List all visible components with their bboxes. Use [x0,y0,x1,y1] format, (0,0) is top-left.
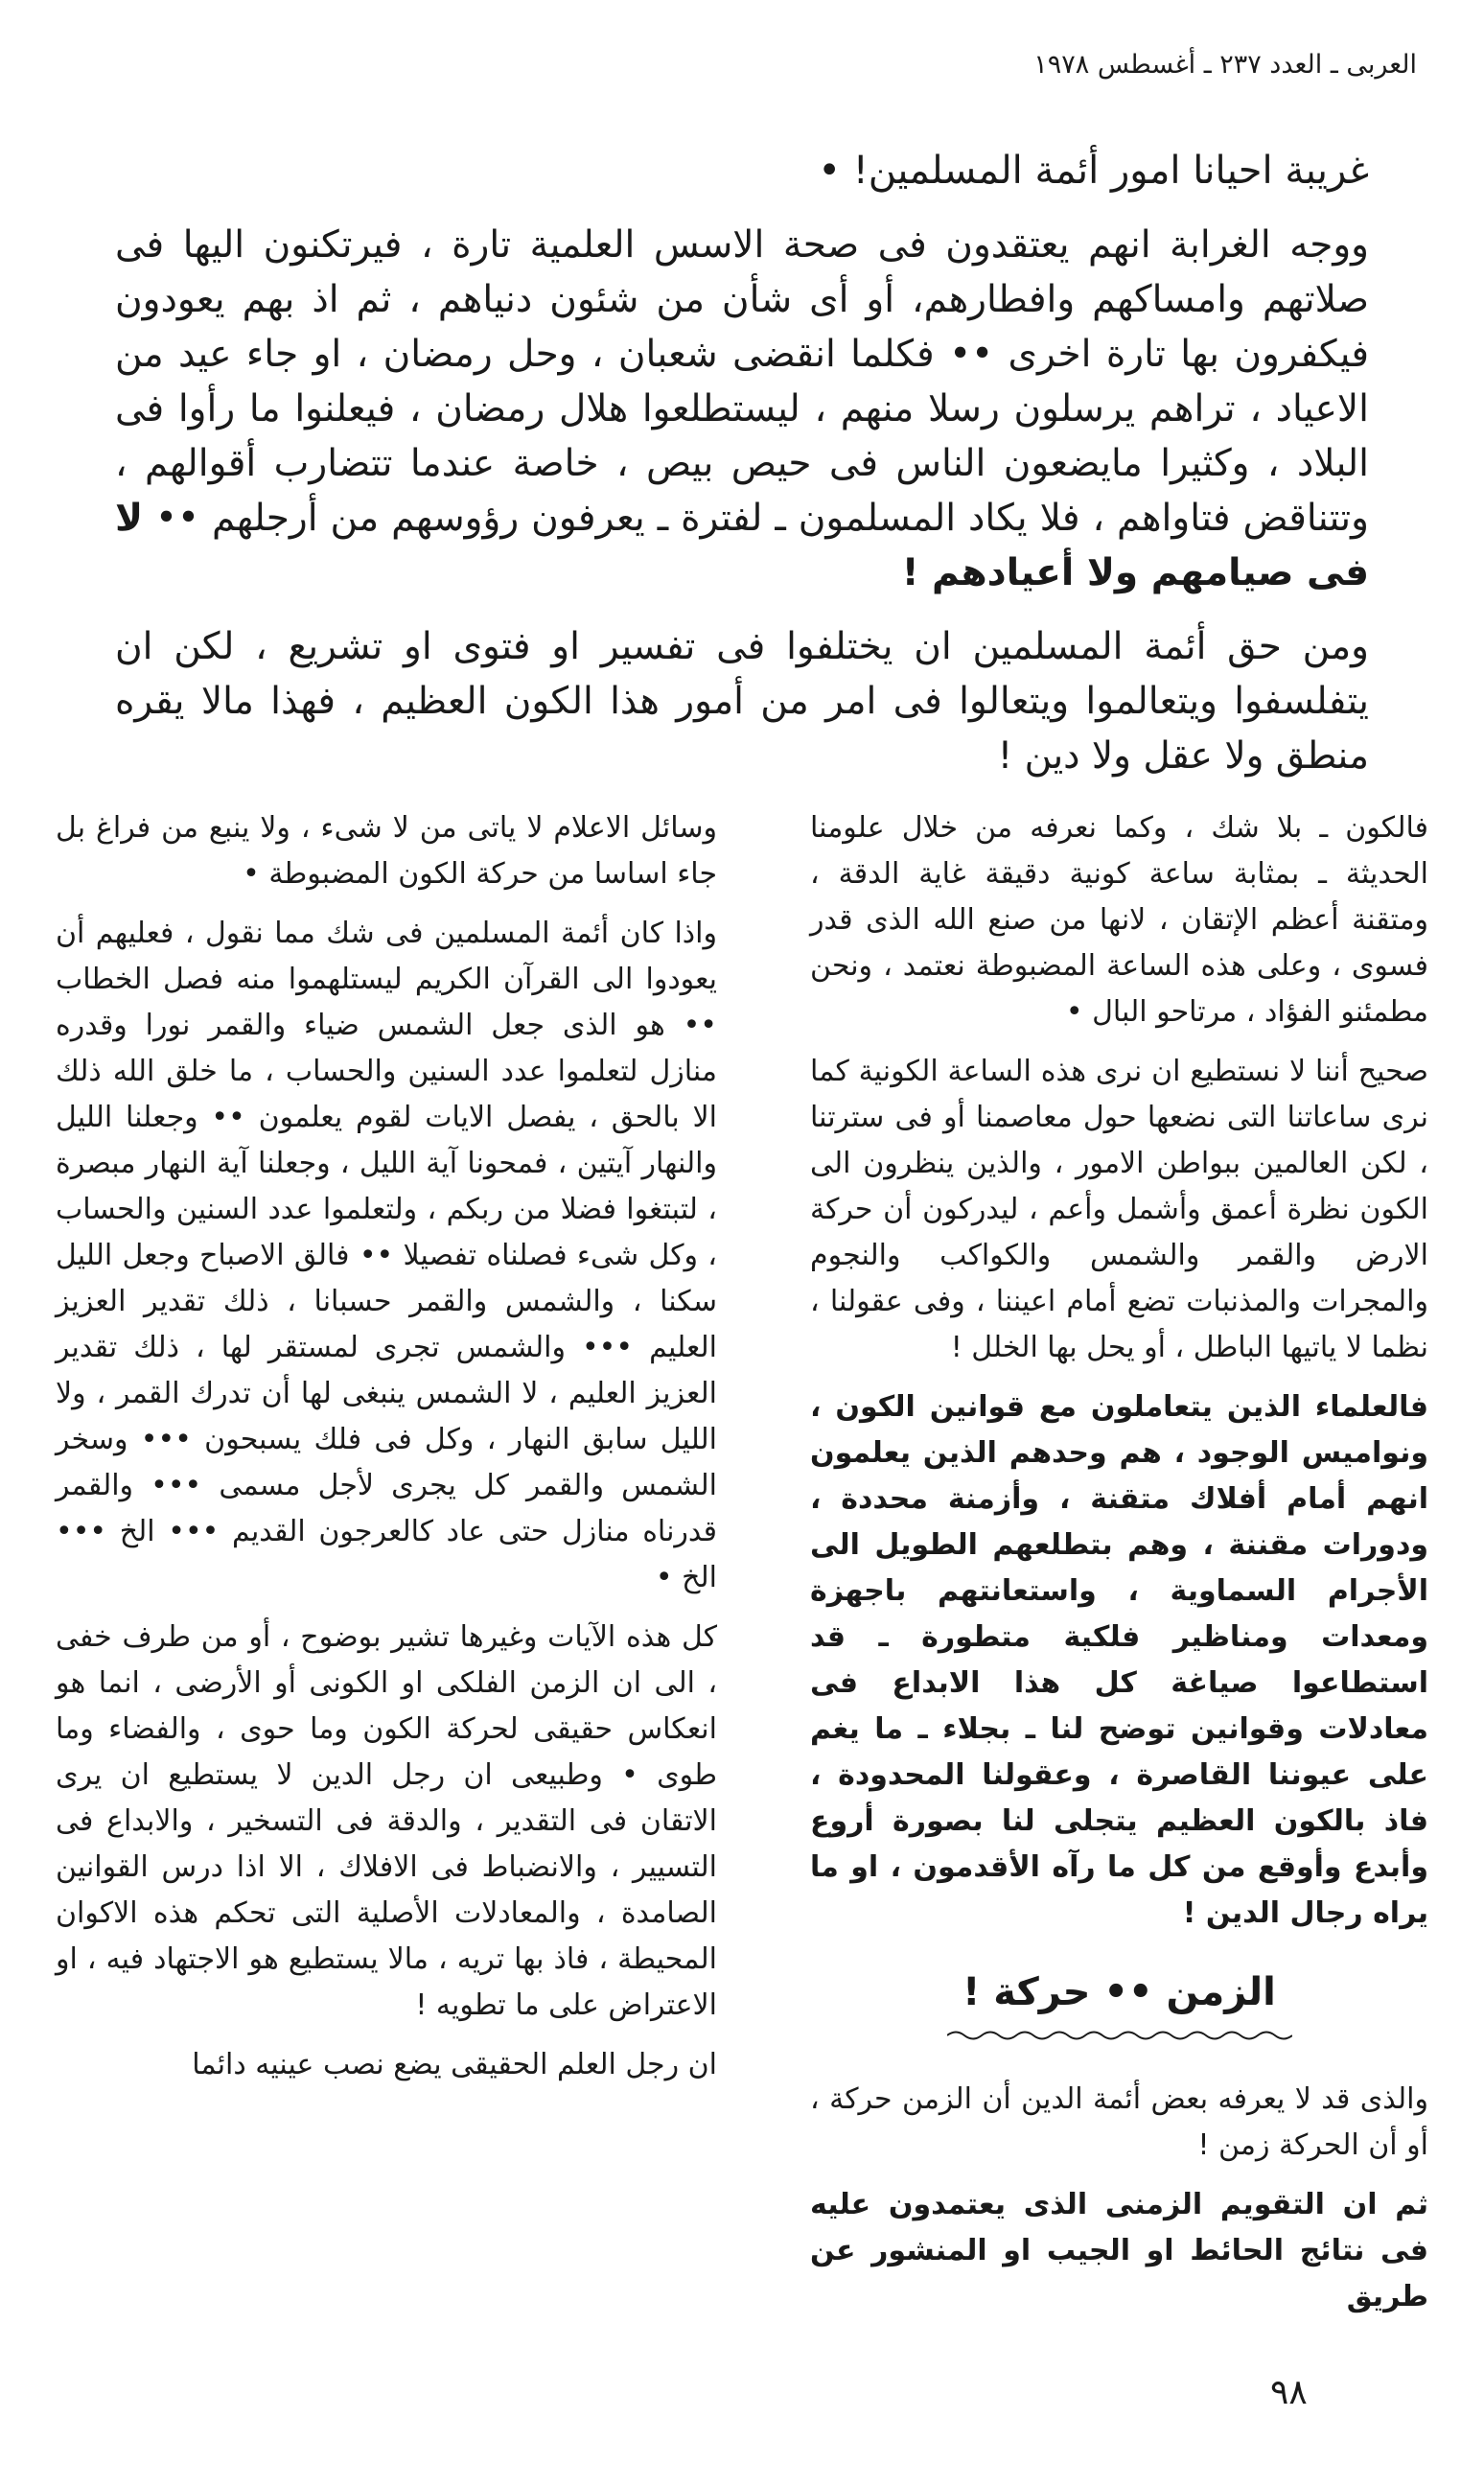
column-paragraph: وسائل الاعلام لا ياتى من لا شىء ، ولا ينبع من فراغ بل جاء اساسا من حركة الكون المضبوطة • [56,811,717,891]
article-title: غريبة احيانا امور أئمة المسلمين! • [818,149,1369,193]
column-paragraph: كل هذه الآيات وغيرها تشير بوضوح ، أو من طرف خفى ، الى ان الزمن الفلكى او الكونى أو الأرضى ، انما هو انعكاس حقيقى لحركة الكون وما حوى ، والفضاء وما طوى • وطبيعى ان رجل الدين لا يستطيع ان يرى الاتقان فى التقدير ، والدقة فى التسخير ، والابداع فى التسيير ، والانضباط فى الافلاك ، الا اذا درس القوانين الصامدة ، والمعادلات الأصلية التى تحكم هذه الاكوان المحيطة ، فاذ بها تريه ، مالا يستطيع هو الاجتهاد فيه ، او الاعتراض على ما تطويه ! [56,1620,717,2022]
lead-article [115,144,1369,802]
section-heading: الزمن •• حركة ! [962,1970,1276,2014]
column-paragraph: ثم ان التقويم الزمنى الذى يعتمدون عليه فى نتائج الحائط او الجيب او المنشور عن طريق [810,2188,1428,2313]
column-paragraph: ان رجل العلم الحقيقى يضع نصب عينيه دائما [192,2048,717,2081]
column-paragraph: صحيح أننا لا نستطيع ان نرى هذه الساعة الكونية كما نرى ساعاتنا التى نضعها حول معاصمنا أو فى سترتنا ، لكن العالمين ببواطن الامور ، والذين ينظرون الى الكون نظرة أعمق وأشمل وأعم ، ليدركون أن حركة الارض والقمر والشمس والكواكب والنجوم والمجرات والمذنبات تضع أمام اعيننا ، وفى عقولنا ، نظما لا ياتيها الباطل ، أو يحل بها الخلل ! [810,1055,1428,1364]
column-paragraph: فالعلماء الذين يتعاملون مع قوانين الكون ، ونواميس الوجود ، هم وحدهم الذين يعلمون انهم أمام أفلاك متقنة ، وأزمنة محددة ، ودورات مقننة ، وهم بتطلعهم الطويل الى الأجرام السماوية ، واستعانتهم باجهزة ومعدات ومناظير فلكية متطورة ـ قد استطاعوا صياغة كل هذا الابداع فى معادلات وقوانين توضح لنا ـ بجلاء ـ ما يغم على عيوننا القاصرة ، وعقولنا المحدودة ، فاذ بالكون العظيم يتجلى لنا بصورة أروع وأبدع وأوقع من كل ما رآه الأقدمون ، او ما يراه رجال الدين ! [810,1390,1428,1930]
article-paragraph [115,218,1369,600]
paragraph-text: ووجه الغرابة انهم يعتقدون فى صحة الاسس العلمية تارة ، فيرتكنون اليها فى صلاتهم وامساكهم وافطارهم، أو أى شأن من شئون دنياهم ، ثم اذ بهم يعودون فيكفرون بها تارة اخرى •• فكلما انقضى شعبان ، وحل رمضان ، او جاء عيد من الاعياد ، تراهم يرسلون رسلا منهم ، ليستطلعوا هلال رمضان ، فيعلنوا ما رأوا فى البلاد ، وكثيرا مايضعون الناس فى حيص بيص ، خاصة عندما تتضارب أقوالهم ، وتتناقض فتاواهم ، فلا يكاد المسلمون ـ لفترة ـ يعرفون رؤوسهم من أرجلهم •• [115,223,1369,540]
left-column [56,805,717,2102]
paragraph-text: ومن حق أئمة المسلمين ان يختلفوا فى تفسير او فتوى او تشريع ، لكن ان يتفلسفوا ويتعالموا ويتعالوا فى امر من أمور هذا الكون العظيم ، فهذا مالا يقره منطق ولا عقل ولا دين ! [115,625,1369,778]
column-paragraph: فالكون ـ بلا شك ، وكما نعرفه من خلال علومنا الحديثة ـ بمثابة ساعة كونية دقيقة غاية الدقة ، ومتقنة أعظم الإتقان ، لانها من صنع الله الذى قدر فسوى ، وعلى هذه الساعة المضبوطة نعتمد ، ونحن مطمئنو الفؤاد ، مرتاحو البال • [810,811,1428,1029]
right-column [810,805,1428,2334]
wavy-divider [947,2029,1292,2042]
page-number: ٩٨ [1270,2373,1308,2412]
running-head: العربى ـ العدد ٢٣٧ ـ أغسطس ١٩٧٨ [1033,50,1417,80]
column-paragraph: واذا كان أئمة المسلمين فى شك مما نقول ، فعليهم أن يعودوا الى القرآن الكريم ليستلهموا منه فصل الخطاب •• هو الذى جعل الشمس ضياء والقمر نورا وقدره منازل لتعلموا عدد السنين والحساب ، ما خلق الله ذلك الا بالحق ، يفصل الايات لقوم يعلمون •• وجعلنا الليل والنهار آيتين ، فمحونا آية الليل ، وجعلنا آية النهار مبصرة ، لتبتغوا فضلا من ربكم ، ولتعلموا عدد السنين والحساب ، وكل شىء فصلناه تفصيلا •• فالق الاصباح وجعل الليل سكنا ، والشمس والقمر حسبانا ، ذلك تقدير العزيز العليم ••• والشمس تجرى لمستقر لها ، ذلك تقدير العزيز العليم ، لا الشمس ينبغى لها أن تدرك القمر ، ولا الليل سابق النهار ، وكل فى فلك يسبحون ••• وسخر الشمس والقمر كل يجرى لأجل مسمى ••• والقمر قدرناه منازل حتى عاد كالعرجون القديم ••• الخ ••• الخ • [56,917,717,1594]
column-paragraph: والذى قد لا يعرفه بعض أئمة الدين أن الزمن حركة ، أو أن الحركة زمن ! [810,2082,1428,2162]
article-paragraph [115,619,1369,783]
paragraph-emphasis: لا فى صيامهم ولا أعيادهم ! [115,497,1369,594]
